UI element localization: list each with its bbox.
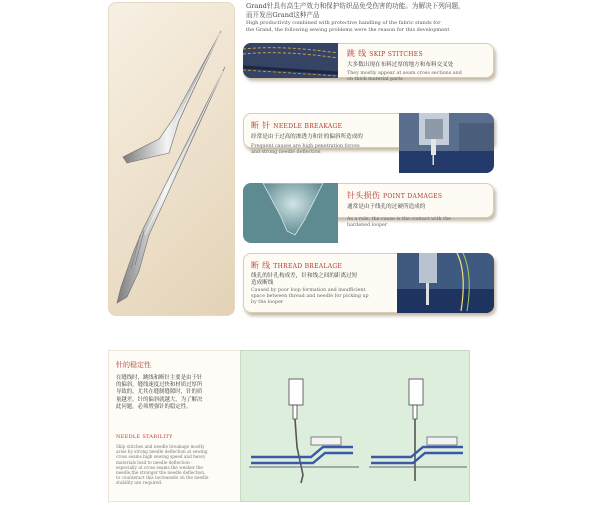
- diagram-weak-needle: [249, 379, 359, 483]
- title-en: POINT DAMAGES: [383, 193, 443, 200]
- intro-en: [246, 20, 596, 33]
- needle-upper: [123, 31, 221, 163]
- stability-cn-line: 在缝线时，跳线和断针主要是由于针: [116, 375, 203, 381]
- title-cn: 断 针: [251, 121, 271, 130]
- card-text-cn: 大多数出现在布料过厚的地方和布料交叉处: [347, 62, 454, 68]
- card-title: [251, 120, 342, 131]
- card-text-cn: [251, 273, 357, 287]
- text-en-line1: They mostly appear at seam cross sections and: [347, 71, 462, 76]
- text-en-line1: Caused by poor loop formation and insufficient: [251, 288, 366, 293]
- text-cn-line1: 线孔的针孔构成差，针和线之间的距离过短: [251, 273, 358, 279]
- title-cn: 跳 线: [347, 49, 367, 58]
- stability-cn-line: 量越差，针的偏斜就越大，为了解决: [116, 396, 203, 403]
- text-en-line1: As a rule, the cause is the contact with the: [347, 217, 452, 222]
- title-en: THREAD BREALAGE: [273, 263, 343, 270]
- needle-illustration: [109, 3, 234, 315]
- stability-en-line: materials lead to needle deflection -: [116, 459, 193, 465]
- card-text-cn: 通常是由于线孔的过硬所造成的: [347, 204, 426, 210]
- intro-en-line2: the Grand, the following sewing problems were the reason for this development: [246, 26, 450, 33]
- card-text-en: [347, 71, 462, 83]
- denim-photo: [243, 43, 338, 78]
- stability-cn-line: 此问题，必须增强针的稳定性。: [116, 403, 192, 410]
- card-thread-breakage: [243, 253, 494, 313]
- card-skip-stitches: [243, 43, 494, 82]
- text-en-line2: space between thread and needle for picking up: [251, 294, 369, 299]
- stability-cn-line: 导致的，尤其在缝制缝隙时，针的质: [116, 389, 203, 396]
- title-en: SKIP STITCHES: [369, 51, 423, 58]
- stability-en-line: needle,the stronger the needle deflection.: [116, 470, 206, 476]
- stability-en-line: stability are required.: [116, 480, 163, 486]
- stability-text-en: [116, 444, 244, 486]
- needle-image-panel: [108, 2, 235, 316]
- text-en-line2: on thick material parts: [347, 77, 403, 82]
- text-en-line2: hardened looper: [347, 223, 388, 228]
- intro-cn-line1: Grand针具有高生产效力和保护纺织品免受伤害的功能。为解决下列问题，: [246, 2, 465, 10]
- stability-en-line: arise by strong needle deflection at sewing: [116, 449, 208, 455]
- card-title: [347, 48, 423, 59]
- intro-cn-line2: 而开发出Grand这种产品: [246, 11, 320, 19]
- intro-cn: [246, 2, 596, 20]
- card-point-damages: [243, 183, 494, 228]
- stability-cn-line: 的偏斜，缝线速度过快和材质过厚所: [116, 382, 203, 389]
- stability-text-cn: [116, 375, 242, 411]
- needle-deflection-diagram: [241, 351, 469, 501]
- card-text-en: [347, 217, 451, 229]
- card-text-en: [251, 288, 369, 306]
- title-cn: 断 线: [251, 261, 271, 270]
- stability-en-line: to counteract this increasedo on the needle: [116, 475, 209, 481]
- stability-title-en: NEEDLE STABILITY: [116, 434, 173, 440]
- card-needle-breakage: [243, 113, 494, 155]
- title-en: NEEDLE BREAKAGE: [273, 123, 343, 130]
- stability-en-line: especially at cross seams,the weaker the: [116, 464, 203, 470]
- title-cn: 针头损伤: [347, 191, 381, 200]
- stability-en-line: Skip stitches and needle breakage mostly: [116, 444, 205, 449]
- card-title: [347, 190, 442, 201]
- intro-en-line1: High productivity combined with protective handling of the fabric stands for: [246, 20, 441, 26]
- card-title: [251, 260, 342, 271]
- diagram-strong-needle: [369, 379, 467, 481]
- text-cn-line2: 造成断线: [251, 280, 274, 286]
- text-en-line2: and strong needle deflection: [251, 150, 321, 155]
- text-en-line1: Frequent causes are high penetration forces: [251, 144, 360, 149]
- text-en-line3: by the looper: [251, 300, 284, 305]
- card-text-cn: 经常是由于过高的渗透力和针的偏斜所造成的: [251, 134, 363, 140]
- needle-lower: [117, 67, 225, 303]
- sewing-machine-photo: [399, 113, 494, 173]
- card-text-en: [251, 144, 360, 156]
- stability-title-cn: 针的稳定性: [116, 361, 151, 369]
- thread-photo: [397, 253, 494, 313]
- stability-en-line: cross seams,high sewing speed and heavy: [116, 454, 206, 460]
- stability-diagram-panel: [240, 350, 470, 502]
- needle-point-photo: [243, 183, 338, 243]
